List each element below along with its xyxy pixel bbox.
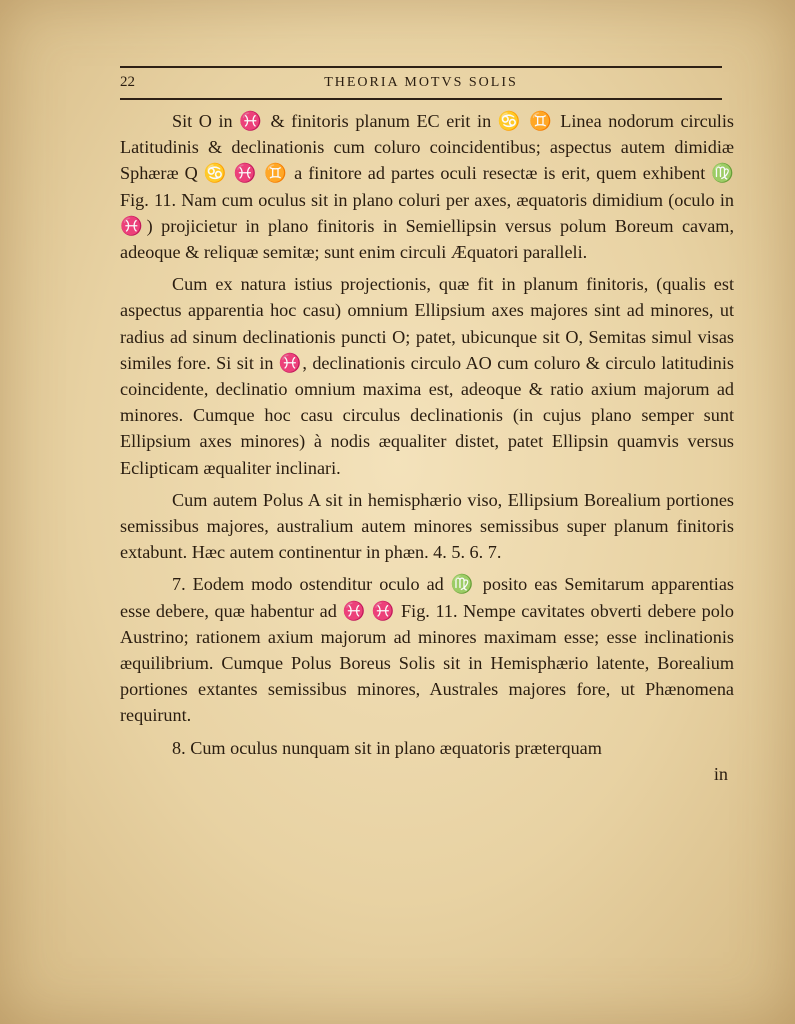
paragraph: 7. Eodem modo ostenditur oculo ad ♍ posito eas Semitarum apparentias esse debere, quæ habentur ad ♓ ♓ Fig. 11. Nempe cavitates obverti debere polo Austrino; rationem axium majorum ad minores maximam esse; esse inclinationis æquilibrium. Cumque Polus Boreus Solis sit in Hemisphærio latente, Borealium portiones extantes semissibus minores, Australes majores fore, ut Phænomena requirunt.: [120, 574, 734, 726]
body-text: [120, 108, 734, 787]
paragraph: Sit O in ♓ & finitoris planum EC erit in ♋ ♊ Linea nodorum circulis Latitudinis & declinationis cum coluro coincidentibus; aspectus autem dimidiæ Sphæræ Q ♋ ♓ ♊ a finitore ad partes oculi resectæ is erit, quem exhibent ♍ Fig. 11. Nam cum oculus sit in plano coluri per axes, æquatoris dimidium (oculo in ♓) projicietur in plano finitoris in Semiellipsin versus polum Boreum cavam, adeoque & reliquæ semitæ; sunt enim circuli Æquatori paralleli.: [120, 111, 734, 263]
page-header: [120, 74, 722, 96]
catchword: in: [713, 763, 728, 784]
paragraph: Cum autem Polus A sit in hemisphærio viso, Ellipsium Borealium portiones semissibus majores, australium autem minores semissibus super planum finitoris extabunt. Hæc autem continentur in phæn. 4. 5. 6. 7.: [120, 489, 734, 563]
paragraph: 8. Cum oculus nunquam sit in plano æquatoris præterquam: [172, 737, 602, 758]
paragraph: Cum ex natura istius projectionis, quæ fit in planum finitoris, (qualis est aspectus apparentia hoc casu) omnium Ellipsium axes majores sint ad minores, ut radius ad sinum declinationis puncti O; patet, ubicunque sit O, Semitas simul visas similes fore. Si sit in ♓, declinationis circulo AO cum coluro & circulo latitudinis coincidente, declinatio omnium maxima est, adeoque & ratio axium majorum ad minores. Cumque hoc casu circulus declinationis (in cujus plano semper sunt Ellipsium axes minores) à nodis æqualiter distet, patet Ellipsin quamvis versus Eclipticam æqualiter inclinari.: [120, 274, 734, 478]
page-number: 22: [120, 74, 135, 90]
running-title: THEORIA MOTVS SOLIS: [324, 75, 518, 90]
header-rule-top: [120, 66, 722, 68]
header-rule-bottom: [120, 98, 722, 100]
